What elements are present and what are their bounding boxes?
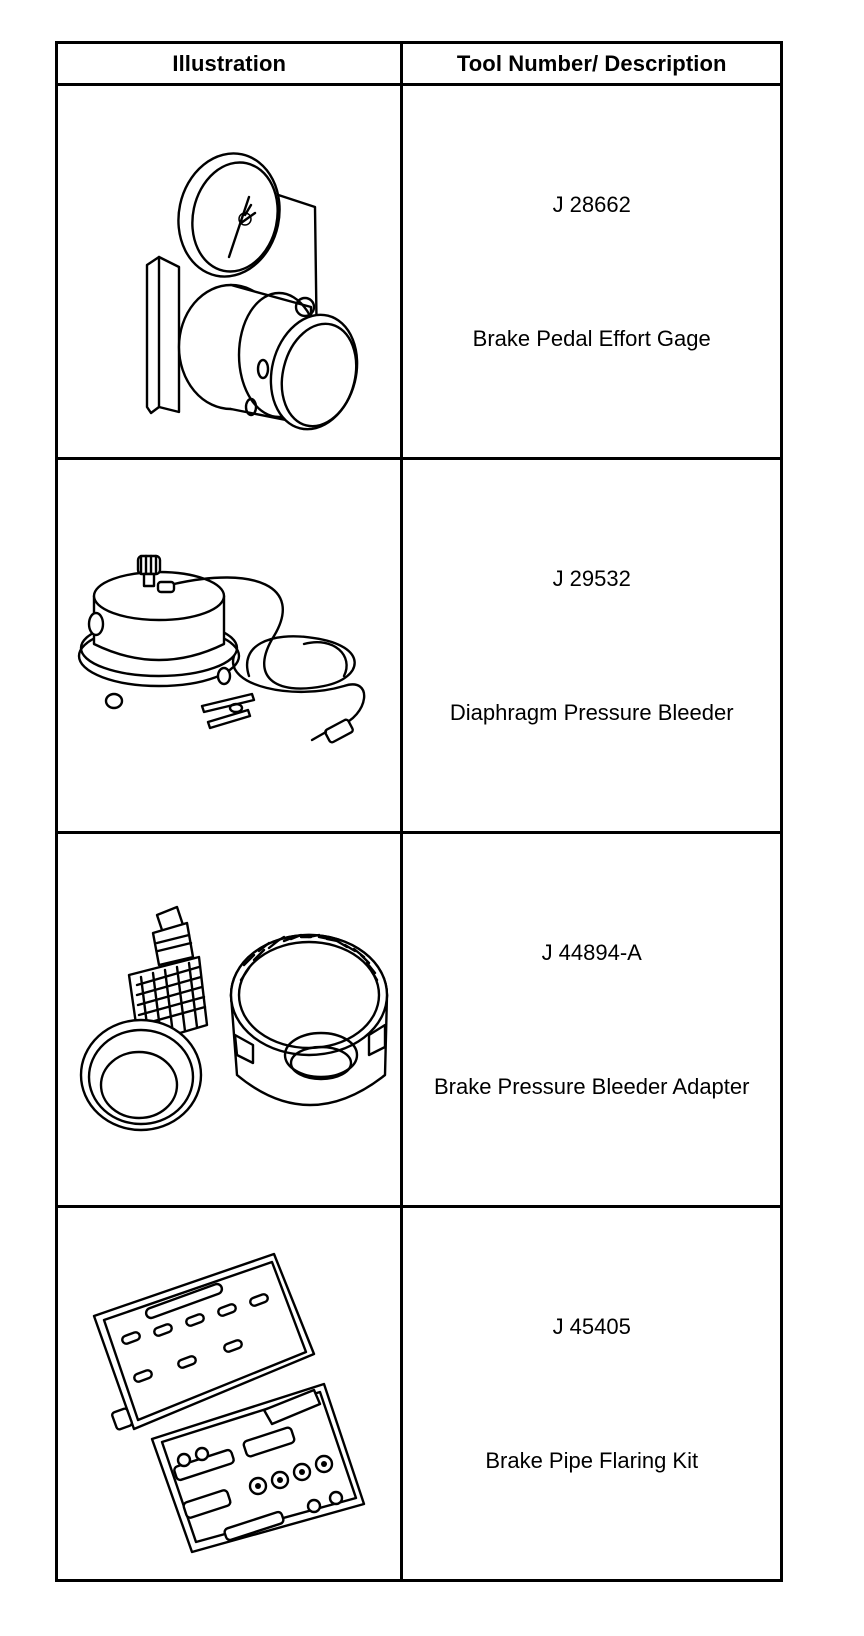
tool-description: Brake Pipe Flaring Kit xyxy=(485,1447,699,1473)
header-tool-number-description: Tool Number/ Description xyxy=(402,43,782,85)
tool-description: Brake Pressure Bleeder Adapter xyxy=(433,1073,750,1099)
pressure-bleeder-adapter-illustration xyxy=(69,885,389,1155)
tool-number: J 28662 xyxy=(552,191,631,217)
special-tools-table xyxy=(55,41,783,1582)
table-row xyxy=(57,1207,782,1581)
tool-description: Diaphragm Pressure Bleeder xyxy=(449,699,734,725)
table-row xyxy=(57,833,782,1207)
illustration-cell xyxy=(57,833,402,1207)
pedal-effort-gage-illustration xyxy=(79,107,379,437)
tool-description-cell xyxy=(402,85,782,459)
illustration-cell xyxy=(57,459,402,833)
pipe-flaring-kit-illustration xyxy=(74,1234,384,1554)
diaphragm-pressure-bleeder-illustration xyxy=(74,526,384,766)
tool-number: J 44894-A xyxy=(541,939,642,965)
tool-number: J 29532 xyxy=(552,565,631,591)
tool-description-cell xyxy=(402,459,782,833)
tool-description: Brake Pedal Effort Gage xyxy=(472,325,711,351)
tool-number: J 45405 xyxy=(552,1313,631,1339)
illustration-cell xyxy=(57,85,402,459)
tool-description-cell xyxy=(402,1207,782,1581)
table-row xyxy=(57,459,782,833)
header-illustration: Illustration xyxy=(57,43,402,85)
tool-description-cell xyxy=(402,833,782,1207)
illustration-cell xyxy=(57,1207,402,1581)
header-row xyxy=(57,43,782,85)
table-row xyxy=(57,85,782,459)
